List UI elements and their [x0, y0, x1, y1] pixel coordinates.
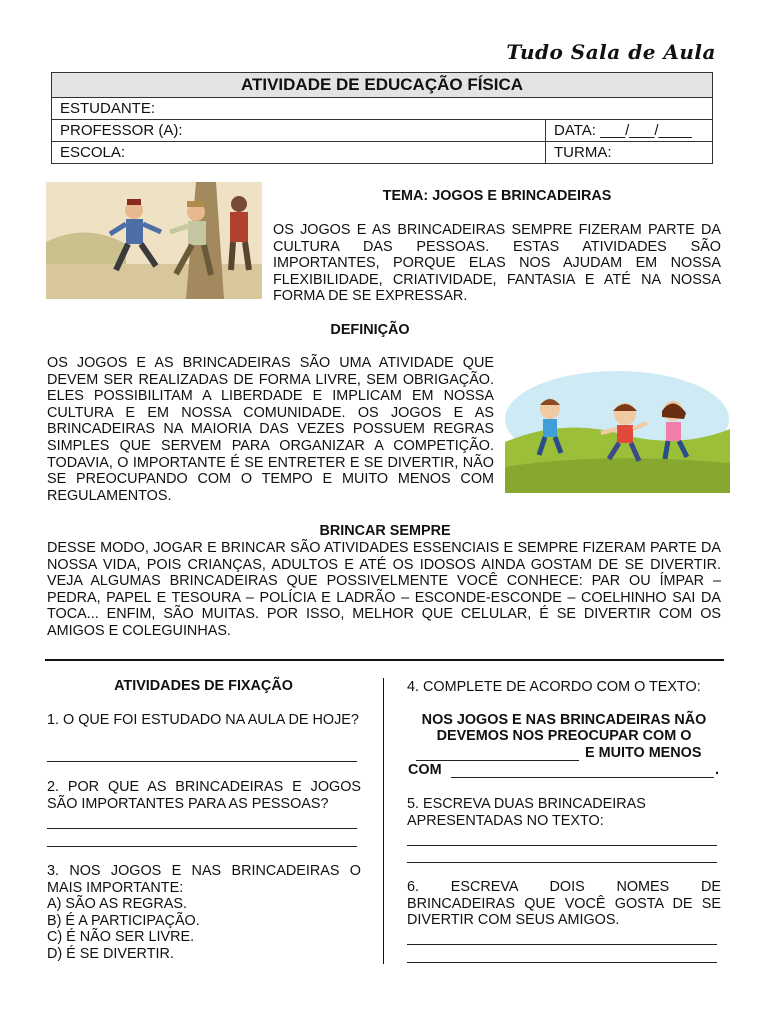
student-field[interactable]: ESTUDANTE:: [52, 98, 713, 120]
question-1: 1. O QUE FOI ESTUDADO NA AULA DE HOJE?: [47, 712, 359, 728]
option-d[interactable]: D) É SE DIVERTIR.: [47, 945, 174, 962]
header-table: [51, 72, 713, 164]
q4-blank-1[interactable]: [416, 760, 579, 761]
q4-sentence-line-2: DEVEMOS NOS PREOCUPAR COM O: [436, 728, 692, 744]
question-3: 3. NOS JOGOS E NAS BRINCADEIRAS O MAIS IMPORTANTE:: [47, 863, 361, 896]
date-field[interactable]: DATA: ___/___/____: [546, 120, 713, 142]
question-6: 6. ESCREVA DOIS NOMES DE BRINCADEIRAS QUE VOCÊ GOSTA DE SE DIVERTIR COM SEUS AMIGOS.: [407, 879, 721, 929]
question-4: 4. COMPLETE DE ACORDO COM O TEXTO:: [407, 679, 701, 695]
always-play-title: BRINCAR SEMPRE: [319, 523, 451, 539]
question-5: 5. ESCREVA DUAS BRINCADEIRAS APRESENTADAS NO TEXTO:: [407, 796, 646, 829]
answer-line-q2-b[interactable]: [47, 846, 357, 847]
q4-sentence-line-3: E MUITO MENOS: [585, 745, 702, 761]
school-field[interactable]: ESCOLA:: [52, 142, 546, 164]
q4-sentence-line-1: NOS JOGOS E NAS BRINCADEIRAS NÃO: [421, 712, 707, 728]
teacher-field[interactable]: PROFESSOR (A):: [52, 120, 546, 142]
definition-paragraph: OS JOGOS E AS BRINCADEIRAS SÃO UMA ATIVIDADE QUE DEVEM SER REALIZADAS DE FORMA LIVRE, SEM OBRIGAÇÃO. ELES POSSIBILITAM A LIBERDADE E IMPLICAM EM NOSSA CULTURA E EM NOSSA COMUNIDADE. OS JOGOS E AS BRINCADEIRAS NA MAIORIA DAS VEZES POSSUEM REGRAS SIMPLES QUE SERVEM PARA ORGANIZAR A COMPETIÇÃO. TODAVIA, O IMPORTANTE É SE ENTRETER E SE DIVERTIR, NÃO SE PREOCUPANDO COM O TEMPO E MUITO MENOS COM REGULAMENTOS.: [47, 355, 494, 504]
theme-title: TEMA: JOGOS E BRINCADEIRAS: [382, 188, 612, 204]
answer-line-q5-b[interactable]: [407, 862, 717, 863]
answer-line-q2-a[interactable]: [47, 828, 357, 829]
illustration-kids-playing-cartoon: [505, 367, 730, 493]
illustration-kids-running-vintage: [46, 182, 262, 299]
question-3-options: [47, 896, 361, 962]
section-divider: [45, 659, 724, 661]
answer-line-q6-a[interactable]: [407, 944, 717, 945]
q4-final-period: .: [715, 762, 719, 778]
question-2: 2. POR QUE AS BRINCADEIRAS E JOGOS SÃO IMPORTANTES PARA AS PESSOAS?: [47, 779, 361, 812]
class-field[interactable]: TURMA:: [546, 142, 713, 164]
worksheet-title: ATIVIDADE DE EDUCAÇÃO FÍSICA: [52, 73, 713, 98]
column-divider: [383, 678, 384, 964]
answer-line-q5-a[interactable]: [407, 845, 717, 846]
answer-line-q1[interactable]: [47, 761, 357, 762]
theme-paragraph: OS JOGOS E AS BRINCADEIRAS SEMPRE FIZERAM PARTE DA CULTURA DAS PESSOAS. ESTAS ATIVIDADES SÃO IMPORTANTES, PORQUE ELAS NOS AJUDAM EM NOSSA FLEXIBILIDADE, CRIATIVIDADE, FANTASIA E ATÉ NA NOSSA FORMA DE SE EXPRESSAR.: [273, 222, 721, 305]
definition-title: DEFINIÇÃO: [330, 322, 410, 338]
always-play-paragraph: DESSE MODO, JOGAR E BRINCAR SÃO ATIVIDADES ESSENCIAIS E SEMPRE FIZERAM PARTE DA NOSSA VIDA, POIS CRIANÇAS, ADULTOS E ATÉ OS IDOSOS AINDA GOSTAM DE SE DIVERTIR. VEJA ALGUMAS BRINCADEIRAS QUE POSSIVELMENTE VOCÊ CONHECE: PAR OU ÍMPAR – PEDRA, PAPEL E TESOURA – POLÍCIA E LADRÃO – ESCONDE-ESCONDE – COELHINHO SAI DA TOCA... ENFIM, SÃO MUITAS. POR ISSO, MELHOR QUE CELULAR, É SE DIVERTIR COM OS AMIGOS E COLEGUINHAS.: [47, 540, 721, 639]
brand-logo-text: Tudo Sala de Aula: [506, 40, 716, 64]
option-c[interactable]: C) É NÃO SER LIVRE.: [47, 929, 195, 946]
option-a[interactable]: A) SÃO AS REGRAS.: [47, 896, 187, 912]
answer-line-q6-b[interactable]: [407, 962, 717, 963]
q4-sentence-line-4: COM: [408, 762, 442, 778]
option-b[interactable]: B) É A PARTICIPAÇÃO.: [47, 912, 200, 929]
exercises-title: ATIVIDADES DE FIXAÇÃO: [114, 678, 293, 694]
q4-blank-2[interactable]: [451, 777, 714, 778]
